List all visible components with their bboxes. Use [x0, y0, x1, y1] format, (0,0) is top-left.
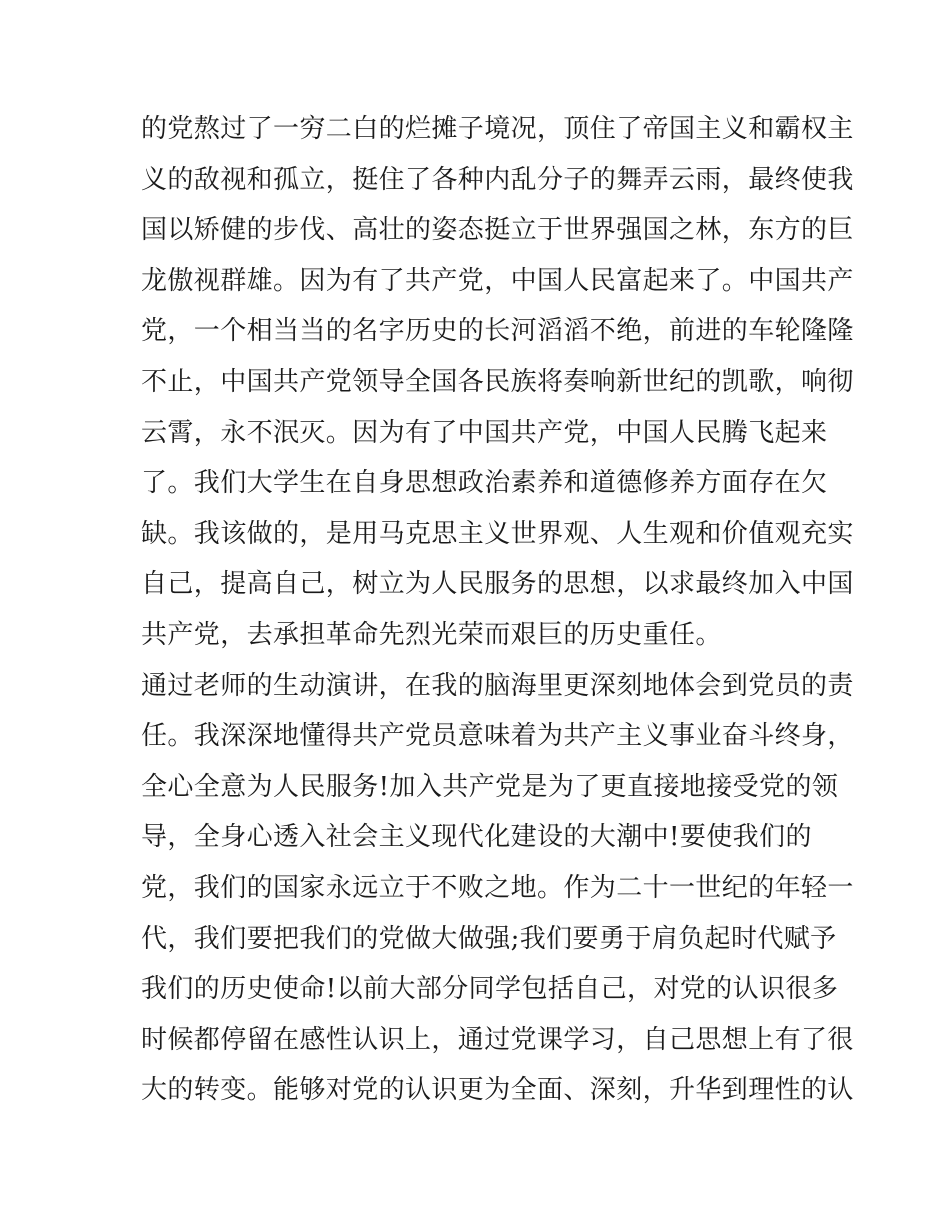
text-line: 了。我们大学生在自身思想政治素养和道德修养方面存在欠 [141, 468, 828, 499]
text-line: 大的转变。能够对党的认识更为全面、深刻，升华到理性的认 [141, 1075, 854, 1106]
text-line: 我们的历史使命!以前大部分同学包括自己，对党的认识很多 [141, 974, 839, 1005]
text-line: 通过老师的生动演讲，在我的脑海里更深刻地体会到党员的责 [141, 670, 854, 701]
text-line: 的党熬过了一穷二白的烂摊子境况，顶住了帝国主义和霸权主 [141, 114, 854, 144]
text-line: 共产党，去承担革命先烈光荣而艰巨的历史重任。 [141, 619, 722, 650]
text-line: 义的敌视和孤立，挺住了各种内乱分子的舞弄云雨，最终使我 [141, 164, 854, 195]
body-text [141, 104, 854, 1116]
text-line: 任。我深深地懂得共产党员意味着为共产主义事业奋斗终身， [141, 721, 854, 752]
text-line: 缺。我该做的，是用马克思主义世界观、人生观和价值观充实 [141, 518, 854, 549]
text-line: 云霄，永不泯灭。因为有了中国共产党，中国人民腾飞起来 [141, 417, 828, 448]
text-line: 龙傲视群雄。因为有了共产党，中国人民富起来了。中国共产 [141, 265, 854, 296]
text-line: 全心全意为人民服务!加入共产党是为了更直接地接受党的领 [141, 771, 839, 802]
text-line: 时候都停留在感性认识上，通过党课学习，自己思想上有了很 [141, 1024, 854, 1055]
text-line: 不止，中国共产党领导全国各民族将奏响新世纪的凯歌，响彻 [141, 366, 854, 397]
text-line: 自己，提高自己，树立为人民服务的思想，以求最终加入中国 [141, 569, 854, 600]
text-line: 党，一个相当当的名字历史的长河滔滔不绝，前进的车轮隆隆 [141, 316, 854, 347]
text-line: 国以矫健的步伐、高壮的姿态挺立于世界强国之林，东方的巨 [141, 215, 854, 246]
text-line: 代，我们要把我们的党做大做强;我们要勇于肩负起时代赋予 [141, 923, 837, 954]
text-line: 导，全身心透入社会主义现代化建设的大潮中!要使我们的 [141, 822, 812, 853]
text-line: 党，我们的国家永远立于不败之地。作为二十一世纪的年轻一 [141, 872, 854, 903]
